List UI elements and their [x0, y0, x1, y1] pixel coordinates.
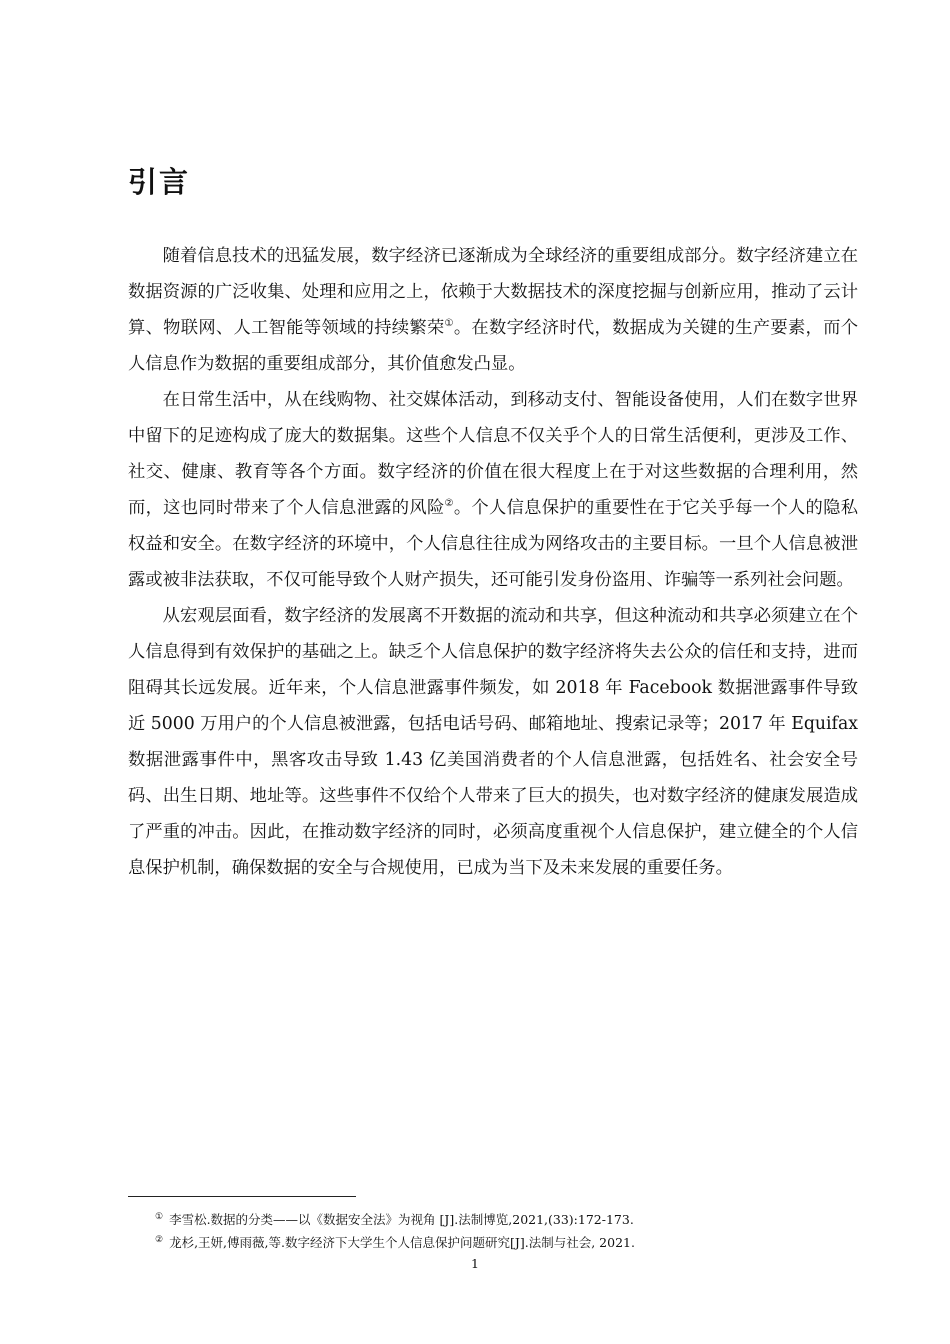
footnote-symbol: ②: [155, 1234, 164, 1245]
footnote-separator: [128, 1196, 356, 1197]
paragraph-text: 在日常生活中，从在线购物、社交媒体活动，到移动支付、智能设备使用，人们在数字世界中留下的足迹构成了庞大的数据集。这些个人信息不仅关乎个人的日常生活便利，更涉及工作、社交、健康、教育等各个方面。数字经济的价值在很大程度上在于对这些数据的合理利用，然而，这也同时带来了个人信息泄露的风险: [128, 390, 858, 518]
section-title: 引言: [128, 165, 191, 199]
paragraph-text: 。在数字经济时代，数据成为关键的生产要素，而个人信息作为数据的重要组成部分，其价值愈发凸显。: [128, 318, 858, 374]
footnote: [155, 1208, 855, 1231]
footnote-ref[interactable]: ①: [444, 318, 454, 330]
footnote-text: 李雪松.数据的分类——以《数据安全法》为视角 [J].法制博览,2021,(33):172-173.: [169, 1212, 634, 1227]
body-text: [128, 238, 858, 886]
paragraph-text: 。个人信息保护的重要性在于它关乎每一个人的隐私权益和安全。在数字经济的环境中，个人信息往往成为网络攻击的主要目标。一旦个人信息被泄露或被非法获取，不仅可能导致个人财产损失，还可能引发身份盗用、诈骗等一系列社会问题。: [128, 498, 858, 590]
footnote: [155, 1231, 855, 1254]
footnote-text: 龙杉,王妍,傅雨薇,等.数字经济下大学生个人信息保护问题研究[J].法制与社会, 2021.: [169, 1235, 635, 1250]
paragraph-text: 从宏观层面看，数字经济的发展离不开数据的流动和共享，但这种流动和共享必须建立在个人信息得到有效保护的基础之上。缺乏个人信息保护的数字经济将失去公众的信任和支持，进而阻碍其长远发展。近年来，个人信息泄露事件频发，如 2018 年 Facebook 数据泄露事件导致近 5000 万用户的个人信息被泄露，包括电话号码、邮箱地址、搜索记录等；2017 年 Equifax 数据泄露事件中，黑客攻击导致 1.43 亿美国消费者的个人信息泄露，包括姓名、社会安全号码、出生日期、地址等。这些事件不仅给个人带来了巨大的损失，也对数字经济的健康发展造成了严重的冲击。因此，在推动数字经济的同时，必须高度重视个人信息保护，建立健全的个人信息保护机制，确保数据的安全与合规使用，已成为当下及未来发展的重要任务。: [128, 606, 858, 878]
paragraph: [128, 238, 858, 382]
footnotes: [155, 1208, 855, 1254]
page-number: 1: [471, 1256, 479, 1271]
footnote-symbol: ①: [155, 1211, 164, 1222]
paragraph: [128, 598, 858, 886]
footnote-ref[interactable]: ②: [444, 498, 454, 510]
paragraph-text: 随着信息技术的迅猛发展，数字经济已逐渐成为全球经济的重要组成部分。数字经济建立在数据资源的广泛收集、处理和应用之上，依赖于大数据技术的深度挖掘与创新应用，推动了云计算、物联网、人工智能等领域的持续繁荣: [128, 246, 858, 338]
paragraph: [128, 382, 858, 598]
